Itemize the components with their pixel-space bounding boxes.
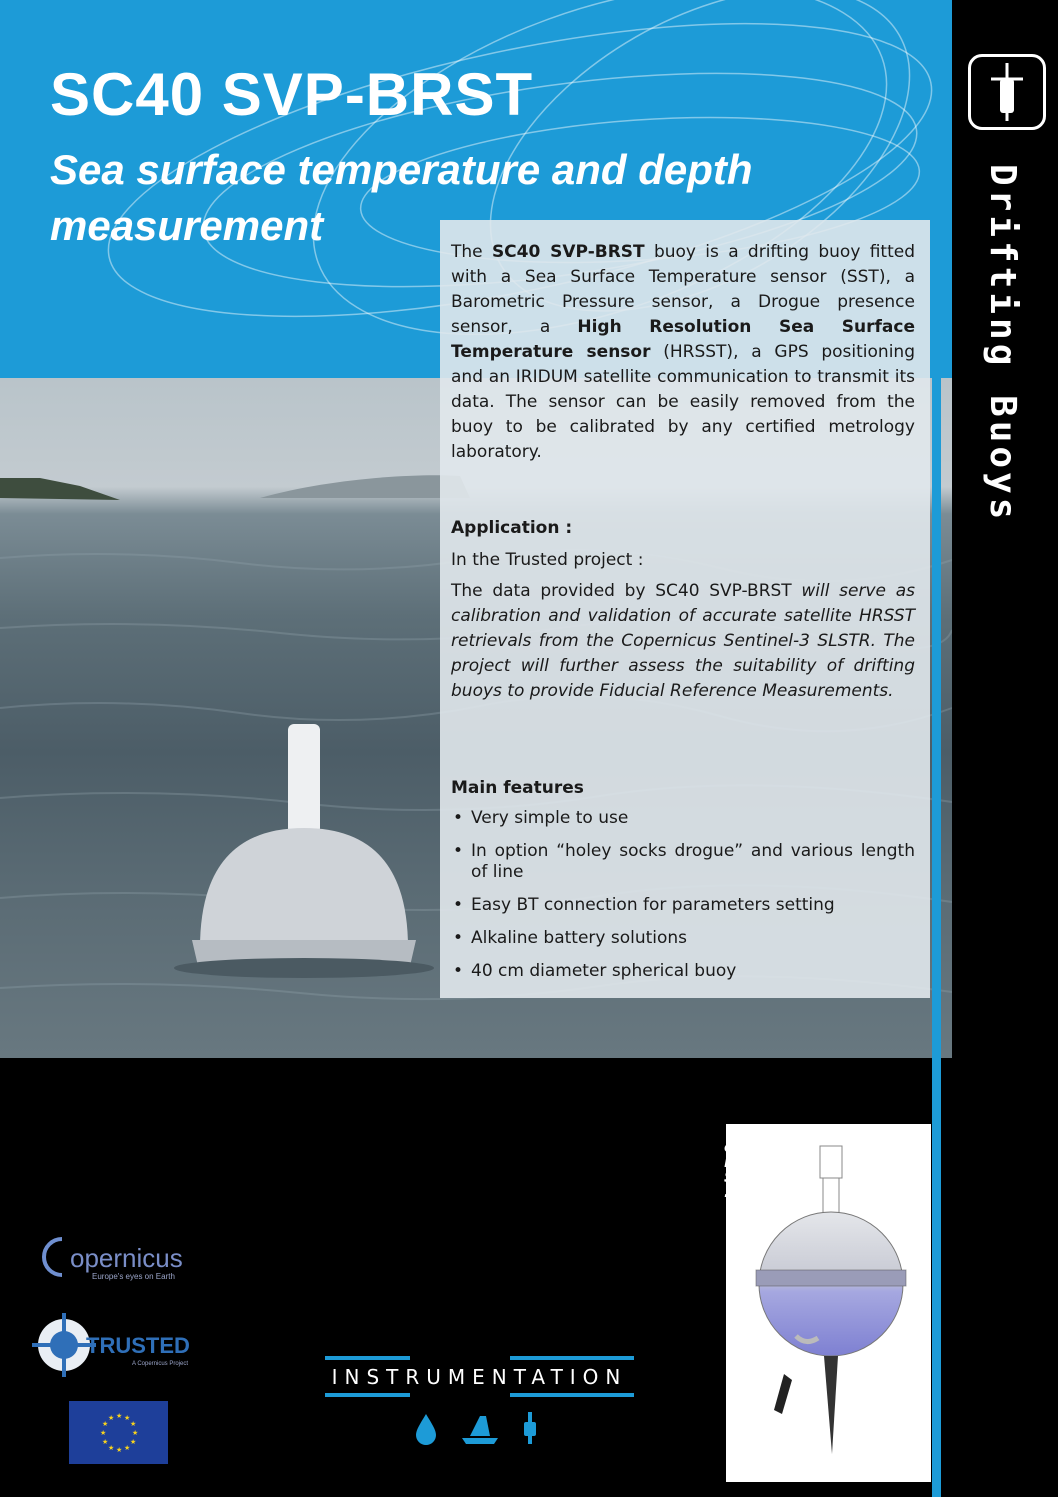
trusted-logo xyxy=(28,1305,198,1385)
svg-text:★: ★ xyxy=(130,1420,137,1428)
list-item: • In option “holey socks drogue” and various length of line xyxy=(451,841,915,883)
intro-text: (HRSST), a GPS positioning and an IRIDUM satellite communication to transmit its data. The sensor can be easily removed from the buoy to be calibrated by any certified metrology laboratory. xyxy=(451,342,915,462)
product-image xyxy=(726,1124,931,1482)
application-heading: Application : xyxy=(451,518,573,538)
svg-text:★: ★ xyxy=(100,1429,107,1437)
intro-product-name: SC40 SVP-BRST xyxy=(491,242,645,262)
cut-off-text-content: on mi- S- . xyxy=(724,1138,751,1201)
intro-text: The xyxy=(451,242,492,262)
application-line: In the Trusted project : xyxy=(451,550,644,570)
features-heading: Main features xyxy=(451,778,584,798)
page-title: SC40 SVP-BRST xyxy=(50,61,534,128)
instrumentation-label: INSTRUMENTATION xyxy=(331,1365,628,1389)
eu-flag xyxy=(69,1401,168,1464)
svg-text:★: ★ xyxy=(124,1444,131,1452)
intro-paragraph xyxy=(451,240,915,465)
instrumentation-rule-bottom xyxy=(325,1393,634,1397)
ship-icon xyxy=(462,1416,498,1444)
water-drop-icon xyxy=(416,1414,436,1445)
application-body-italic: will serve as calibration and validation of accurate satellite HRSST retrievals from the Copernicus Sentinel-3 SLSTR. The project will further assess the suitability of drifting buoys to provide Fiducial Reference Measurements. xyxy=(451,581,915,701)
copernicus-wordmark: opernicus xyxy=(70,1243,183,1273)
list-item: • Easy BT connection for parameters setting xyxy=(451,895,915,916)
svg-text:★: ★ xyxy=(102,1438,109,1446)
svg-text:★: ★ xyxy=(108,1414,115,1422)
cut-off-text xyxy=(724,1138,751,1201)
sidebar-title: Drifting Buoys xyxy=(982,164,1023,524)
intro-sensor-name: High Resolution Sea Surface Temperature sensor xyxy=(451,317,916,362)
buoy-icon xyxy=(968,54,1046,130)
trusted-wordmark: TRUSTED xyxy=(86,1333,190,1358)
trusted-tagline: A Copernicus Project xyxy=(132,1361,189,1367)
svg-text:★: ★ xyxy=(108,1444,115,1452)
list-item: • Alkaline battery solutions xyxy=(451,928,915,949)
svg-text:★: ★ xyxy=(132,1429,139,1437)
instrumentation-rule-top xyxy=(325,1356,634,1360)
svg-text:★: ★ xyxy=(124,1414,131,1422)
page-subtitle: Sea surface temperature and depth measurement xyxy=(50,146,753,249)
copernicus-logo xyxy=(40,1225,190,1285)
buoy-icon xyxy=(524,1412,536,1444)
svg-text:★: ★ xyxy=(116,1446,123,1454)
features-list xyxy=(451,808,915,994)
intro-text: buoy is a drifting buoy fitted with a Sea Surface Temperature sensor (SST), a Barometric Pressure sensor, a Drogue presence sensor, a xyxy=(451,242,915,337)
svg-text:★: ★ xyxy=(130,1438,137,1446)
svg-text:★: ★ xyxy=(102,1420,109,1428)
application-body-plain: The data provided by SC40 SVP-BRST xyxy=(451,581,802,601)
list-item: • 40 cm diameter spherical buoy xyxy=(451,961,915,982)
list-item: • Very simple to use xyxy=(451,808,915,829)
copernicus-tagline: Europe's eyes on Earth xyxy=(92,1272,175,1281)
application-body xyxy=(451,579,915,704)
svg-text:★: ★ xyxy=(116,1412,123,1420)
sidebar-accent-line xyxy=(932,378,941,1497)
instrumentation-icons xyxy=(410,1410,550,1446)
